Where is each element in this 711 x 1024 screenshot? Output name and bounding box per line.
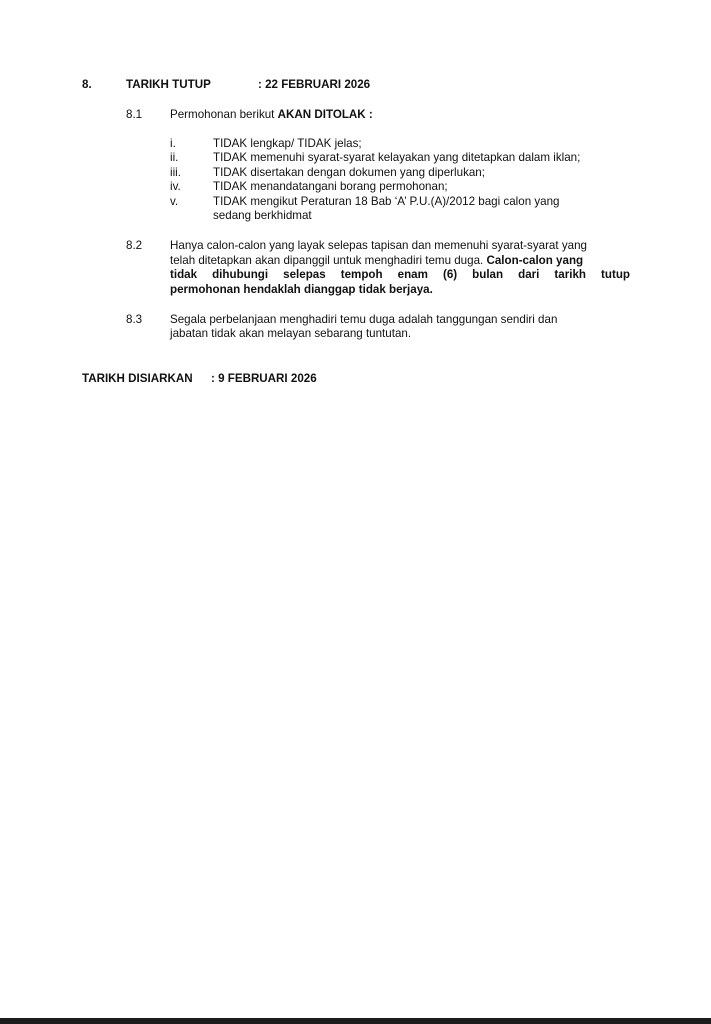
item-8-3-number: 8.3 — [126, 313, 143, 326]
reason-text: TIDAK disertakan dengan dokumen yang diperlukan; — [213, 166, 485, 179]
reason-numeral: iii. — [170, 166, 181, 179]
reason-text: TIDAK menandatangani borang permohonan; — [213, 180, 448, 193]
reason-text: TIDAK mengikut Peraturan 18 Bab ‘A’ P.U.(A)/2012 bagi calon yang — [213, 195, 560, 208]
publish-date-label: TARIKH DISIARKAN — [82, 372, 193, 385]
item-8-3-line: Segala perbelanjaan menghadiri temu duga adalah tanggungan sendiri dan — [170, 313, 558, 326]
item-8-3-line: jabatan tidak akan melayan sebarang tuntutan. — [170, 327, 412, 340]
reason-numeral: ii. — [170, 151, 179, 164]
section-number: 8. — [82, 78, 92, 91]
section-heading: TARIKH TUTUP — [126, 78, 211, 91]
reason-numeral: iv. — [170, 180, 181, 193]
item-8-2-line-bold: permohonan hendaklah dianggap tidak berjaya. — [170, 283, 433, 296]
item-8-2-line: Hanya calon-calon yang layak selepas tapisan dan memenuhi syarat-syarat yang — [170, 239, 587, 252]
reason-text: TIDAK lengkap/ TIDAK jelas; — [213, 137, 362, 150]
reason-numeral: i. — [170, 137, 176, 150]
reason-numeral: v. — [170, 195, 179, 208]
item-8-1-number: 8.1 — [126, 108, 143, 121]
bottom-edge-bar — [0, 1018, 711, 1024]
reason-text-continuation: sedang berkhidmat — [213, 209, 312, 222]
item-8-2-line — [170, 253, 583, 268]
item-8-2-line-bold: Calon-calon yang — [486, 254, 584, 267]
publish-date: : 9 FEBRUARI 2026 — [211, 372, 317, 385]
item-8-1-intro — [170, 107, 373, 122]
item-8-1-intro-bold: AKAN DITOLAK : — [277, 108, 373, 121]
reason-text: TIDAK memenuhi syarat-syarat kelayakan yang ditetapkan dalam iklan; — [213, 151, 581, 164]
item-8-2-number: 8.2 — [126, 239, 143, 252]
item-8-2-line-bold: tidak dihubungi selepas tempoh enam (6) bulan dari tarikh tutup — [170, 268, 630, 281]
item-8-2-line-regular: telah ditetapkan akan dipanggil untuk menghadiri temu duga. — [170, 254, 487, 267]
item-8-1-intro-text: Permohonan berikut — [170, 108, 278, 121]
closing-date: : 22 FEBRUARI 2026 — [258, 78, 371, 91]
